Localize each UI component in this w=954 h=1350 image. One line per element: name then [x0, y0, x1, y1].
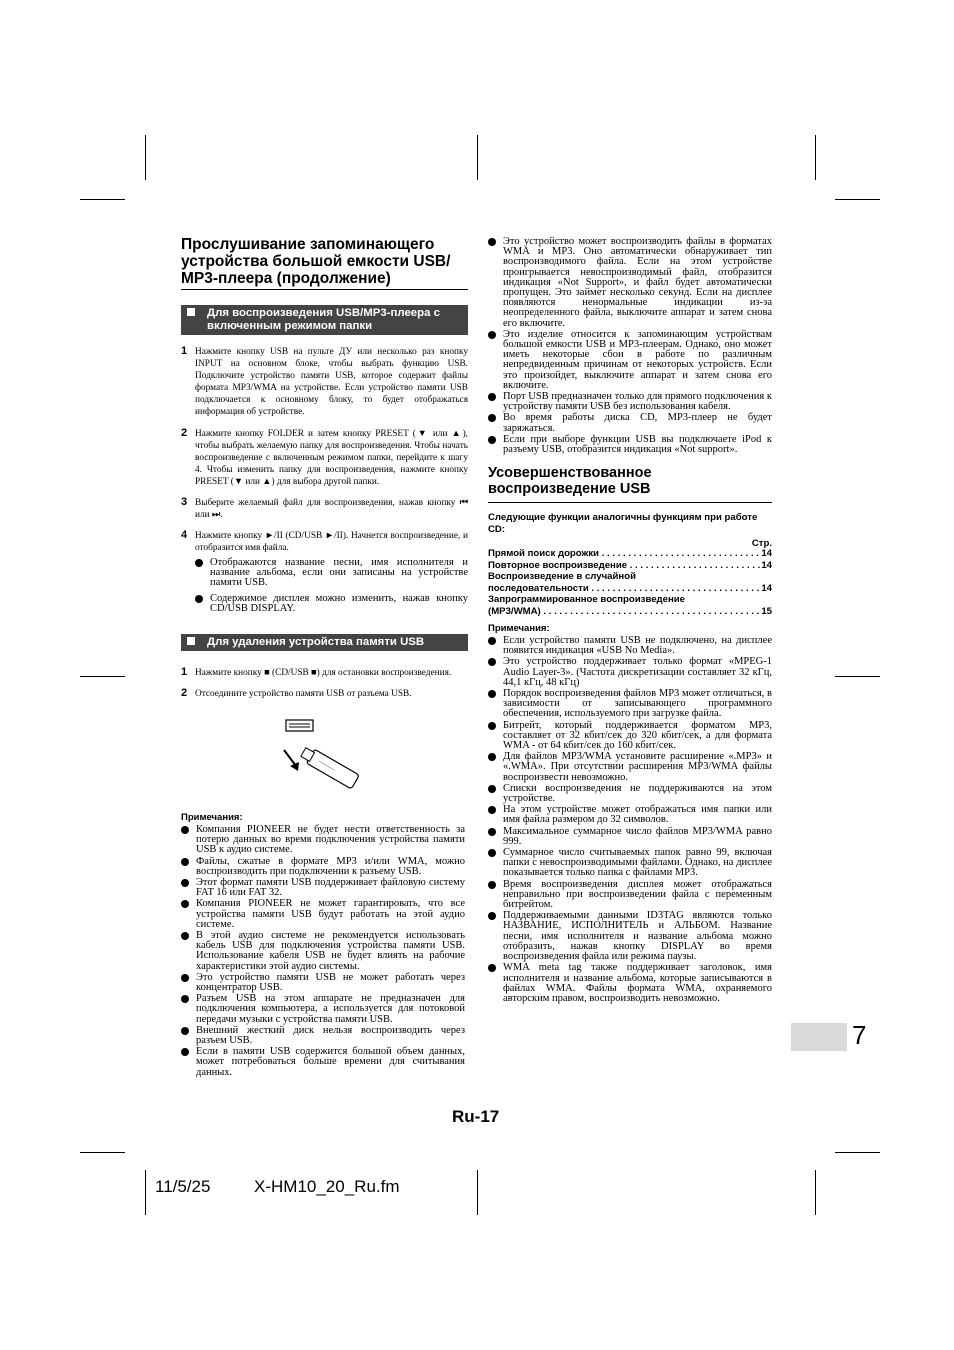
step-1	[181, 346, 468, 418]
remove-step-1	[181, 667, 468, 679]
toc-label: последовательности	[488, 582, 589, 594]
remove-step-2	[181, 688, 468, 700]
toc-page: 15	[761, 605, 772, 617]
list-item: Файлы, сжатые в формате MP3 и/или WMA, можно воспроизводить при подключении к разъему USB.	[181, 857, 465, 877]
section-rule	[488, 502, 772, 503]
toc-row	[488, 548, 772, 560]
step-3	[181, 497, 468, 521]
list-item: Время воспроизведения дисплея может отображаться неправильно при воспроизведении файла с переменным битрейтом.	[488, 880, 772, 911]
list-item: Компания PIONEER не будет нести ответственность за потерю данных во время подключения устройства памяти USB к аудио системе.	[181, 825, 465, 856]
notes-heading: Примечания:	[488, 623, 550, 634]
list-item: Битрейт, который поддерживается форматом MP3, составляет от 32 кбит/сек до 320 кбит/сек, а для формата WMA - от 64 кбит/сек до 160 кбит/сек.	[488, 721, 772, 752]
notes-list-left	[181, 825, 465, 1079]
list-item: Это устройство памяти USB не может работать через концентратор USB.	[181, 973, 465, 993]
list-item: Если устройство памяти USB не подключено, на дисплее появится индикация «USB No Media».	[488, 636, 772, 656]
crop-mark	[80, 1152, 125, 1153]
toc-label: Повторное воспроизведение	[488, 559, 628, 571]
crop-mark	[835, 676, 880, 677]
toc-label-line: Запрограммированное воспроизведение	[488, 594, 686, 605]
crop-mark	[835, 199, 880, 200]
section-tab	[791, 1023, 847, 1051]
step-text: Нажмите кнопку ►/II (CD/USB ►/II). Начнется воспроизведение, и отобразится имя файла.	[195, 531, 468, 553]
list-item: Отображаются название песни, имя исполнителя и название альбома, если они записаны на устройстве памяти USB.	[195, 558, 468, 589]
notes-list-right-top	[488, 237, 772, 456]
list-item: Это устройство может воспроизводить файлы в форматах WMA и MP3. Оно автоматически обнаруживает тип воспроизводимого файла. Если на этом устройстве проигрывается невоспроизводимый файл, отобразится индикация «Not Support», и файл будет автоматически пропущен. Это займет несколько секунд. Если на дисплее появляются ненормальные индикации из-за неопределенного файла, выключите аппарат и затем снова его включите.	[488, 237, 772, 329]
step-text: Нажмите кнопку FOLDER и затем кнопку PRESET (▼ или ▲), чтобы выбрать желаемую папку для воспроизведения. Чтобы начать воспроизведение с включенным режимом папки, перейдите к шагу 4. Чтобы изменить папку для воспроизведения, нажмите кнопку PRESET (▼ или ▲) для выбора другой папки.	[195, 429, 468, 487]
footer-filename: X-HM10_20_Ru.fm	[254, 1177, 400, 1196]
list-item: Порт USB предназначен только для прямого подключения к устройству памяти USB без использования кабеля.	[488, 392, 772, 412]
toc-row	[488, 560, 772, 572]
toc-page: 14	[761, 559, 772, 571]
list-item: Компания PIONEER не может гарантировать, что все устройства памяти USB будут работать на этой аудио системе.	[181, 899, 465, 930]
footer-date: 11/5/25	[155, 1177, 211, 1196]
usb-removal-illustration	[278, 718, 368, 800]
crop-mark	[80, 199, 125, 200]
crop-mark	[477, 1170, 478, 1215]
step-number: 1	[181, 345, 188, 357]
toc-label-line: Воспроизведение в случайной	[488, 571, 636, 582]
crop-mark	[815, 1170, 816, 1215]
list-item: Внешний жесткий диск нельзя воспроизводить через разъем USB.	[181, 1026, 465, 1046]
title-rule	[181, 289, 468, 290]
notes-heading: Примечания:	[181, 812, 243, 823]
list-item: Суммарное число считываемых папок равно 99, включая папки с невоспроизводимыми файлами. Однако, на дисплее показывается только папка с файлами MP3.	[488, 848, 772, 879]
step-text: Выберите желаемый файл для воспроизведения, нажав кнопку ⏮ или ⏭.	[195, 498, 468, 520]
section-bar-label: Для удаления устройства памяти USB	[207, 636, 425, 648]
square-icon	[187, 637, 195, 645]
section-tab-number: 7	[852, 1020, 867, 1050]
crop-mark	[80, 676, 125, 677]
list-item: Для файлов MP3/WMA установите расширение «.MP3» и «.WMA». При отсутствии расширения MP3/WMA файлы воспроизвести невозможно.	[488, 752, 772, 783]
toc-page: 14	[761, 548, 772, 559]
advanced-intro: Следующие функции аналогичны функциям при работе CD:	[488, 512, 758, 535]
list-item: WMA meta tag также поддерживает заголовок, имя исполнителя и название альбома, которые записываются в файлах WMA. Файлы формата WMA, охраняемого авторским правом, воспроизводить невозможно.	[488, 963, 772, 1004]
section-bar-label: Для воспроизведения USB/MP3-плеера с включенным режимом папки	[207, 307, 440, 332]
step4-bullets	[195, 558, 468, 615]
toc-list	[488, 548, 772, 617]
crop-mark	[145, 135, 146, 180]
list-item: На этом устройстве может отображаться имя папки или имя файла размером до 32 символов.	[488, 805, 772, 825]
list-item: Это изделие относится к запоминающим устройствам большой емкости USB и MP3-плеерам. Однако, оно может иметь некоторые сбои в работе по различным непредвиденным причинам от некоторых устройств. Если это произойдет, выключите аппарат и затем снова его включите.	[488, 330, 772, 391]
toc-label: (MP3/WMA)	[488, 605, 541, 617]
list-item: Поддерживаемыми данными ID3TAG являются только НАЗВАНИЕ, ИСПОЛНИТЕЛЬ и АЛЬБОМ. Название песни, имя исполнителя и название альбома можно отобразить, нажав кнопку DISPLAY во время воспроизведения файла или режима паузы.	[488, 911, 772, 962]
square-icon	[187, 308, 195, 316]
list-item: Списки воспроизведения не поддерживаются на этом устройстве.	[488, 784, 772, 804]
toc-page: 14	[761, 582, 772, 594]
crop-mark	[145, 1170, 146, 1215]
crop-mark	[815, 135, 816, 180]
section-bar-play	[181, 305, 468, 335]
step-number: 3	[181, 496, 188, 508]
crop-mark	[835, 1152, 880, 1153]
step-4	[181, 530, 468, 554]
notes-list-right	[488, 636, 772, 1005]
page-column-label: Стр.	[751, 538, 772, 549]
step-number: 2	[181, 427, 188, 439]
step-number: 4	[181, 529, 188, 541]
list-item: В этой аудио системе не рекомендуется использовать кабель USB для подключения устройства памяти USB. Использование кабеля USB не будет влиять на рабочие характеристики этой аудио системы.	[181, 931, 465, 972]
list-item: Порядок воспроизведения файлов MP3 может отличаться, в зависимости от записывающего программного обеспечения, используемого при загрузке файла.	[488, 689, 772, 720]
step-text: Нажмите кнопку USB на пульте ДУ или несколько раз кнопку INPUT на основном блоке, чтобы выбрать функцию USB. Подключите устройство памяти USB, которое содержит файлы формата MP3/WMA на устройстве. Если устройство памяти USB подключается к основному блоку, то будет отображаться информация об устройстве.	[195, 347, 468, 417]
list-item: Этот формат памяти USB поддерживает файловую систему FAT 16 или FAT 32.	[181, 878, 465, 898]
page-number: Ru-17	[452, 1107, 500, 1126]
list-item: Во время работы диска CD, MP3-плеер не будет заряжаться.	[488, 413, 772, 433]
list-item: Максимальное суммарное число файлов MP3/WMA равно 999.	[488, 827, 772, 847]
list-item: Разъем USB на этом аппарате не предназначен для подключения компьютера, а используется для потоковой передачи музыки с устройства памяти USB.	[181, 994, 465, 1025]
step-number: 2	[181, 687, 188, 699]
step-text: Нажмите кнопку ■ (CD/USB ■) для остановки воспроизведения.	[195, 668, 452, 678]
page-title: Прослушивание запоминающего устройства большой емкости USB/ MP3-плеера (продолжение)	[181, 236, 451, 287]
section-title-advanced: Усовершенствованное воспроизведение USB	[488, 465, 652, 497]
toc-row	[488, 583, 772, 595]
toc-label: Прямой поиск дорожки	[488, 548, 600, 559]
section-bar-remove	[181, 634, 468, 651]
list-item: Это устройство поддерживает только формат «MPEG-1 Audio Layer-3». (Частота дискретизации составляет 32 кГц, 44,1 кГц, 48 кГц)	[488, 657, 772, 688]
list-item: Если в памяти USB содержится большой объем данных, может потребоваться больше времени для считывания данных.	[181, 1047, 465, 1078]
step-number: 1	[181, 666, 188, 678]
toc-row	[488, 606, 772, 618]
step-text: Отсоедините устройство памяти USB от разъема USB.	[195, 689, 412, 699]
step-2	[181, 428, 468, 488]
list-item: Если при выборе функции USB вы подключаете iPod к разъему USB, отобразится индикация «Not support».	[488, 435, 772, 455]
crop-mark	[477, 135, 478, 180]
list-item: Содержимое дисплея можно изменить, нажав кнопку CD/USB DISPLAY.	[195, 594, 468, 614]
